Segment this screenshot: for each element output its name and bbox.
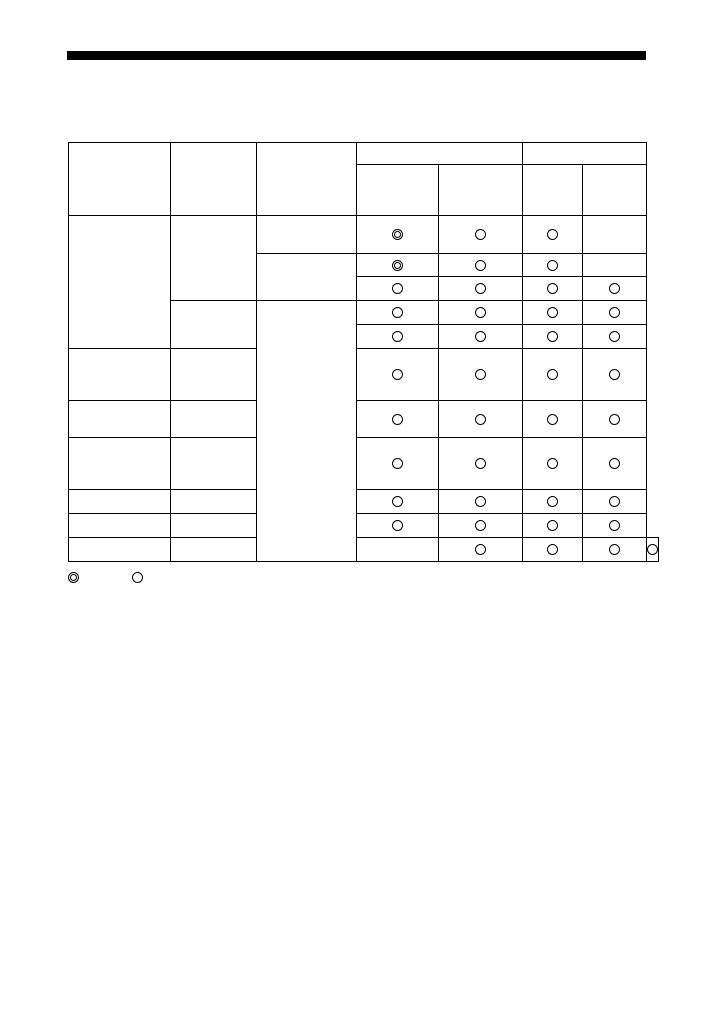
circle-icon	[547, 307, 558, 318]
mark-cell	[647, 538, 659, 562]
table-row	[69, 438, 659, 490]
subcategory-cell	[171, 349, 257, 401]
header-subcol-b1	[523, 165, 583, 216]
mark-cell	[439, 216, 523, 254]
mark-cell	[439, 490, 523, 514]
table-row	[69, 216, 659, 254]
table-row	[69, 538, 659, 562]
table-row	[69, 490, 659, 514]
circle-icon	[392, 283, 403, 294]
mark-cell	[439, 401, 523, 438]
circle-icon	[392, 331, 403, 342]
mark-cell	[583, 301, 647, 325]
subcategory-cell	[171, 401, 257, 438]
circle-icon	[475, 283, 486, 294]
circle-icon	[609, 283, 620, 294]
mark-cell	[439, 514, 523, 538]
circle-icon	[475, 496, 486, 507]
circle-icon	[609, 496, 620, 507]
mark-cell	[439, 325, 523, 349]
double-circle-icon	[392, 260, 403, 271]
mark-cell	[439, 349, 523, 401]
mark-cell	[523, 277, 583, 301]
mark-cell	[523, 514, 583, 538]
category-cell	[69, 349, 171, 401]
mark-cell	[583, 325, 647, 349]
circle-icon	[609, 520, 620, 531]
mark-cell	[439, 301, 523, 325]
mark-cell	[583, 277, 647, 301]
mark-cell	[357, 438, 439, 490]
header-cell-col3	[257, 143, 357, 216]
section-header-bar	[67, 51, 646, 60]
subcategory-cell	[171, 301, 257, 349]
mark-cell	[523, 538, 583, 562]
circle-icon	[547, 369, 558, 380]
mark-cell	[439, 538, 523, 562]
circle-icon	[475, 520, 486, 531]
circle-icon	[132, 572, 143, 583]
circle-icon	[475, 260, 486, 271]
mark-cell	[523, 254, 583, 277]
mark-cell	[583, 538, 647, 562]
circle-icon	[475, 229, 486, 240]
mark-cell	[439, 254, 523, 277]
circle-icon	[547, 544, 558, 555]
circle-icon	[392, 496, 403, 507]
mark-cell	[583, 490, 647, 514]
circle-icon	[547, 260, 558, 271]
header-subcol-a2	[439, 165, 523, 216]
mark-cell	[523, 349, 583, 401]
header-group-b	[523, 143, 647, 165]
mark-cell	[357, 325, 439, 349]
circle-icon	[547, 414, 558, 425]
empty-cell	[583, 254, 647, 277]
mark-cell	[357, 401, 439, 438]
mark-cell	[583, 349, 647, 401]
subcategory-cell	[171, 216, 257, 301]
circle-icon	[547, 496, 558, 507]
circle-icon	[475, 544, 486, 555]
type-cell	[257, 254, 357, 301]
circle-icon	[609, 458, 620, 469]
double-circle-icon	[392, 229, 403, 240]
circle-icon	[475, 414, 486, 425]
header-cell-col1	[69, 143, 171, 216]
circle-icon	[392, 414, 403, 425]
subcategory-cell	[171, 514, 257, 538]
table-row	[69, 514, 659, 538]
circle-icon	[609, 307, 620, 318]
circle-icon	[547, 229, 558, 240]
header-subcol-a1	[357, 165, 439, 216]
subcategory-cell	[171, 538, 257, 562]
mark-cell	[439, 438, 523, 490]
circle-icon	[392, 307, 403, 318]
circle-icon	[609, 544, 620, 555]
circle-icon	[392, 458, 403, 469]
circle-icon	[475, 458, 486, 469]
circle-icon	[392, 369, 403, 380]
mark-cell	[357, 254, 439, 277]
type-cell	[257, 216, 357, 254]
circle-icon	[547, 458, 558, 469]
circle-icon	[547, 283, 558, 294]
mark-cell	[357, 301, 439, 325]
category-cell	[69, 438, 171, 490]
category-cell	[69, 216, 171, 349]
mark-cell	[523, 216, 583, 254]
mark-cell	[583, 514, 647, 538]
circle-icon	[647, 544, 658, 555]
mark-cell	[357, 216, 439, 254]
double-circle-icon	[68, 572, 79, 583]
category-cell	[69, 401, 171, 438]
mark-cell	[357, 514, 439, 538]
header-cell-col2	[171, 143, 257, 216]
mark-cell	[523, 325, 583, 349]
compatibility-table	[68, 142, 659, 562]
table-row	[69, 401, 659, 438]
empty-cell	[583, 216, 647, 254]
circle-icon	[475, 331, 486, 342]
mark-cell	[357, 277, 439, 301]
circle-icon	[609, 331, 620, 342]
mark-cell	[523, 490, 583, 514]
mark-cell	[523, 301, 583, 325]
circle-icon	[547, 331, 558, 342]
type-cell	[257, 301, 357, 562]
subcategory-cell	[171, 490, 257, 514]
header-group-a	[357, 143, 523, 165]
category-cell	[69, 514, 171, 538]
category-cell	[69, 490, 171, 514]
table-row	[69, 349, 659, 401]
circle-icon	[475, 307, 486, 318]
type-cell	[357, 538, 439, 562]
circle-icon	[475, 369, 486, 380]
mark-cell	[523, 438, 583, 490]
category-cell	[69, 538, 171, 562]
circle-icon	[609, 369, 620, 380]
circle-icon	[392, 520, 403, 531]
subcategory-cell	[171, 438, 257, 490]
circle-icon	[547, 520, 558, 531]
mark-cell	[357, 349, 439, 401]
mark-cell	[357, 490, 439, 514]
mark-cell	[583, 401, 647, 438]
mark-cell	[439, 277, 523, 301]
header-subcol-b2	[583, 165, 647, 216]
mark-cell	[523, 401, 583, 438]
mark-cell	[583, 438, 647, 490]
circle-icon	[609, 414, 620, 425]
